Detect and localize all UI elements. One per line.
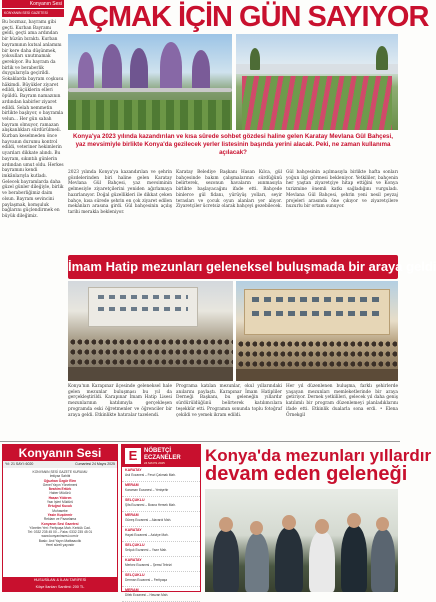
article1-column-1: 2023 yılında Konya'ya kazandırılan ve şehrin gözdelerinden biri haline gelen Karatay Mevlana Gül Bahçesi, yaz mevsiminin gelmesiyle ziyaretçilerini yeniden ağırlamaya hazırlanıyor. Doğal güzellikleri ile dikkat çeken bahçe, kısa sürede şehrin en çok ziyaret edilen mekânları arasına girdi. Gül bahçesinin açılış tarihi merakla bekleniyor. bbox=[68, 170, 172, 215]
pharmacy-item bbox=[122, 527, 200, 542]
masthead-credits bbox=[3, 468, 117, 576]
credit-line: Yerel süreli yayındır bbox=[45, 543, 75, 548]
column-text: Bu bozmaz, bayramı gibi geçti. Kurban Bayramı geldi, geçti ama ardından bir hüzün bıraktı. Kurban bayramının kutsal anlamını bir kere daha düşünmek, yoksulları unutmamak gerekiyor. Bu bayram da birlik ve beraberlik duygularıyla geçirildi. Sokaklarda bayram coşkusu hâkimdi. Büyükler ziyaret edildi, küçüklerin elleri öpüldü. Bayram namazının ardından kabirler ziyaret edildi. Selah nemmetin birlikte başlıyor, o bayramla velun... Her gün sabah bayram olmuyor, ramazan alışkanlıkları sürdürülmeli. Kurban keselmeden önce hayvanın durumu kontrol edildi, veteriner hekimlerin uyarıları dikkate alındı. Bu bayram, sıkıntılı günlerin ardından umut oldu. Herkes bayramını kendi imkânlarıyla kutladı. Gelecek bayramlarda daha güzel günler dileğiyle, birlik ve beraberliğimiz daim olsun. Bayram sevincini paylaşmak, komşuluk bağlarını güçlendirmek en büyük dileğimiz. bbox=[2, 20, 64, 219]
credit-line: Baskı: Anıl Yayın Matbaacılık bbox=[38, 538, 82, 543]
pharmacy-district: SELÇUKLU bbox=[125, 573, 145, 577]
pharmacy-item bbox=[122, 542, 200, 557]
pharmacy-district: KARATAY bbox=[125, 558, 142, 562]
pharmacy-item bbox=[122, 587, 200, 602]
pharmacy-box bbox=[121, 444, 201, 597]
pharmacy-name: Şifa Eczanesi – Bosna Hersek Mah. bbox=[125, 502, 176, 507]
pharmacy-district: KARATAY bbox=[125, 528, 142, 532]
credit-line: İbrahim Ertürk bbox=[48, 487, 72, 492]
pharmacy-district: SELÇUKLU bbox=[125, 543, 145, 547]
pharmacy-name: Güneş Eczanesi – Alavardı Mah. bbox=[125, 517, 172, 522]
masthead-date: Cumartesi 24 Mayıs 2025 bbox=[75, 462, 115, 466]
garden-photo-right bbox=[236, 34, 398, 130]
masthead-issue: Yıl: 21 SAYI: 6020 bbox=[5, 462, 34, 466]
section-divider bbox=[0, 441, 400, 442]
credit-line: Konyanın Sesi Gazetesi bbox=[41, 521, 79, 526]
pharmacy-name: Merkez Eczanesi – Şemsi Tebrizi bbox=[125, 562, 172, 567]
pharmacy-item bbox=[122, 467, 200, 482]
pharmacy-item bbox=[122, 482, 200, 497]
masthead-date-row bbox=[3, 461, 117, 468]
pharmacy-date: 24 MAYIS 2025 bbox=[144, 461, 165, 465]
subheadline: Konya'ya 2023 yılında kazandırılan ve kısa sürede sohbet gözdesi haline gelen Karatay Mevlana Gül Bahçesi, yaz mevsimiyle birlikte Konya'da gezilecek yerler listesinin başında yerini alacak. Peki, ne zaman kullanıma açılacak? bbox=[73, 133, 393, 157]
pharmacy-name: Hayat Eczanesi – Aziziye Mah. bbox=[125, 532, 169, 537]
credit-line: Oğuzhan Özgür Elen bbox=[43, 478, 77, 483]
masthead-box bbox=[2, 444, 118, 592]
pharmacy-name: Dilek Eczanesi – Havzan Mah. bbox=[125, 592, 169, 597]
pharmacy-district: MERAM bbox=[125, 588, 139, 592]
credit-line: www.konyaninsesi.com.tr bbox=[41, 534, 79, 539]
pharmacy-district: MERAM bbox=[125, 513, 139, 517]
credit-line: KONYANIN SESİ GAZETE KURUMU bbox=[32, 470, 88, 474]
credit-line: Reklam ve Pazarlama bbox=[43, 517, 77, 522]
article2-column-3: Her yıl düzenlenen buluşma, farklı şehirlerde yaşayan mezunları memleketlerinde bir araya getiriyor. Dernek yetkilileri, gelecek yıl daha geniş katılımlı bir program düzenlemeyi planladıklarını ifade etti. Etkinlik dualarla sona erdi. • Elena Örnekgil bbox=[286, 384, 398, 418]
reunion-photo-right bbox=[236, 281, 398, 381]
masthead-strip: Konyanın Sesi bbox=[2, 0, 64, 8]
ad-rates-text: Köşe İlanları Santimi: 200 TL bbox=[35, 585, 85, 589]
credit-line: Yönetim Yeri: Feritpaşa Mah. Kerkük Cad. bbox=[29, 525, 91, 530]
main-headline: AÇMAK İÇİN GÜN SAYIYOR bbox=[68, 1, 429, 33]
credit-line: Haber Müdürü bbox=[49, 491, 71, 496]
pharmacy-name: Derman Eczanesi – Feritpaşa bbox=[125, 577, 167, 582]
credit-line: İmtiyaz Sahibi bbox=[49, 474, 71, 479]
column-section-label: KONYANIN SESİ GAZETESİ bbox=[2, 9, 64, 17]
article2-column-1: Konya'nın Karapınar ilçesinde geleneksel hale gelen mezunlar buluşması bu yıl da gerçekleştirildi. Karapınar İmam Hatip Lisesi mezunlarının katılımıyla gerçekleşen programda eski öğretmenler ve öğrenciler bir araya geldi. Etkinlikte hatıralar tazelendi. bbox=[68, 384, 172, 418]
pharmacy-item bbox=[122, 512, 200, 527]
credit-line: Tel: 0332 235 45 00 – Faks: 0332 235 45 01 bbox=[27, 530, 93, 535]
bottom-headline bbox=[205, 446, 432, 485]
graduates-photo bbox=[205, 489, 398, 592]
left-column bbox=[2, 0, 64, 372]
credit-line: Hasan Yıldırım bbox=[48, 495, 72, 500]
garden-photo-left bbox=[68, 34, 232, 130]
article2-title: İmam Hatip mezunları geleneksel buluşmada bir araya geldi bbox=[68, 259, 436, 274]
pharmacy-name: Selçuk Eczanesi – Yazır Mah. bbox=[125, 547, 168, 552]
pharmacy-item bbox=[122, 557, 200, 572]
pharmacy-name: Aslı Eczanesi – Fevzi Çakmak Mah. bbox=[125, 472, 176, 477]
pharmacy-district: SELÇUKLU bbox=[125, 498, 145, 502]
ad-rates-box bbox=[3, 577, 117, 591]
article1-column-3: Gül bahçesinin açılmasıyla birlikte hafta sonları yoğun ilgi görmesi bekleniyor. Yetkililer, bahçenin her yaştan ziyaretçiye hitap ettiğini ve Konya turizmine önemli katkı sağladığını vurguladı. Mevlana Gül Bahçesi, şehrin yeni nesil peyzaj projeleri arasında öne çıkıyor ve ziyaretçilere huzurlu bir ortam sunuyor. bbox=[286, 170, 398, 210]
masthead-logo: Konyanın Sesi bbox=[3, 445, 117, 461]
pharmacy-district: MERAM bbox=[125, 483, 139, 487]
article2-title-band bbox=[68, 255, 436, 279]
reunion-photo-left bbox=[68, 281, 233, 381]
article1-column-2: Karatay Belediye Başkanı Hasan Kılca, gül bahçesinde bakım çalışmalarının sürdüğünü belirterek, sezonun havaların ısınmasıyla birlikte başlayacağını ifade etti. Bahçede binlerce gül fidanı, yürüyüş yolları, seyir terasları ve çocuk oyun alanları yer alıyor. Ziyaretçiler ücretsiz olarak bahçeyi gezebilecek. bbox=[176, 170, 282, 210]
bottom-headline-line1: Konya'da mezunları yıllardır bbox=[205, 446, 432, 465]
ad-rates-title: HUSUSİLAN & İLAN TARİFESİ bbox=[33, 578, 87, 582]
credit-line: Yazı İşleri Müdürü bbox=[46, 500, 74, 505]
credit-line: Ertuğrul Kucuk bbox=[48, 504, 72, 509]
credit-line: Genel Yayın Yönetmeni bbox=[42, 482, 78, 487]
bottom-headline-line2: devam eden geleneği bbox=[205, 463, 408, 485]
pharmacy-district: KARATAY bbox=[125, 468, 142, 472]
credit-line: Muhasebe bbox=[52, 508, 68, 513]
pharmacy-e-icon: E bbox=[125, 448, 141, 464]
pharmacy-item bbox=[122, 497, 200, 512]
pharmacy-item bbox=[122, 572, 200, 587]
article2-column-2: Programa katılan mezunlar, okul yıllarındaki anılarını paylaştı. Karapınar İmam Hatipliler Derneği Başkanı, bu geleneğin yıllardır sürdürüldüğünü belirterek katılımcılara teşekkür etti. Programın sonunda toplu fotoğraf çekildi ve yemek ikram edildi. bbox=[176, 384, 282, 418]
pharmacy-name: Karaman Eczanesi – Yenişehir bbox=[125, 487, 169, 492]
pharmacy-title: NÖBETÇİ ECZANELER bbox=[144, 448, 181, 461]
pharmacy-header bbox=[122, 445, 200, 467]
credit-line: Yasin Kuşdemir bbox=[47, 512, 73, 517]
